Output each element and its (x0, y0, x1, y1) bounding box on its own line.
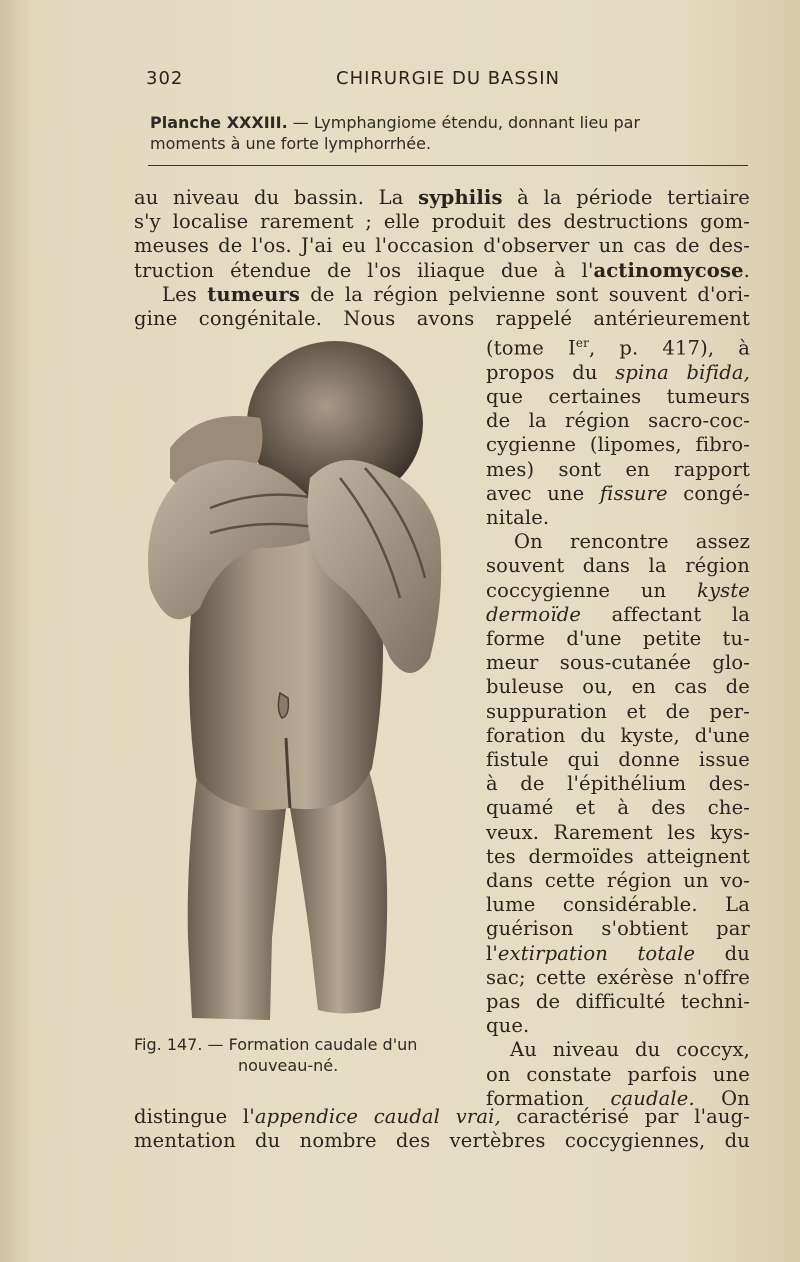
text-line: de la région sacro-coc- (486, 409, 750, 433)
text-line: lume considérable. La (486, 893, 750, 917)
text-line: dans cette région un vo- (486, 868, 750, 892)
text-line: (tome Ier, p. 417), à (486, 336, 750, 360)
text-line: dermoïde affectant la (486, 602, 750, 626)
plate-caption-text: Lymphangiome étendu, donnant lieu par (313, 113, 641, 132)
text-line: gine congénitale. Nous avons rappelé antérieurement (134, 307, 750, 331)
text-line: cygienne (lipomes, fibro- (486, 433, 750, 457)
plate-caption-line-1 (150, 112, 754, 133)
plate-caption (150, 112, 754, 154)
text-line: Au niveau du coccyx, (510, 1038, 750, 1062)
text-line: distingue l'appendice caudal vrai, caractérisé par l'aug- (134, 1105, 750, 1128)
text-line: mentation du nombre des vertèbres coccygiennes, du (134, 1129, 750, 1153)
page-number: 302 (146, 68, 184, 89)
horizontal-rule (148, 165, 748, 166)
running-title: CHIRURGIE DU BASSIN (336, 68, 560, 89)
text-line: à de l'épithélium des- (486, 772, 750, 796)
figure-caption-line-1: Fig. 147. — Formation caudale d'un (134, 1035, 418, 1054)
keyword-syphilis: syphilis (418, 186, 503, 209)
text-line: souvent dans la région (486, 554, 750, 578)
text-line: guérison s'obtient par (486, 917, 750, 941)
text-line: fistule qui donne issue (486, 747, 750, 771)
plate-dash: — (287, 113, 314, 132)
text-column (486, 331, 750, 1111)
text-line: forme d'une petite tu- (486, 626, 750, 650)
text-line: meuses de l'os. J'ai eu l'occasion d'observer un cas de des- (134, 234, 750, 258)
text-line: l'extirpation totale du (486, 941, 750, 965)
text-line: quamé et à des che- (486, 796, 750, 820)
plate-caption-line-2: moments à une forte lymphorrhée. (150, 134, 432, 153)
text-line: pas de difficulté techni- (486, 989, 750, 1013)
text-line: sac; cette exérèse n'offre (486, 965, 750, 989)
text-line: coccygienne un kyste (486, 578, 750, 602)
text-line: truction étendue de l'os iliaque due à l'actinomycose. (134, 258, 750, 282)
figure-caption (134, 1034, 464, 1076)
text-line: tes dermoïdes atteignent (486, 844, 750, 868)
paragraph-bottom (134, 1105, 750, 1153)
text-line: nitale. (486, 505, 550, 529)
text-line: avec une fissure congé- (486, 481, 750, 505)
text-line: veux. Rarement les kys- (486, 820, 750, 844)
text-line: buleuse ou, en cas de (486, 675, 750, 699)
figure-photograph (140, 338, 470, 1028)
text-line: formation caudale. On (486, 1086, 750, 1110)
text-line: mes) sont en rapport (486, 457, 750, 481)
text-line: On rencontre assez (514, 530, 750, 554)
paragraph-top (134, 186, 750, 331)
figure-caption-line-2: nouveau-né. (238, 1056, 339, 1075)
text-line: on constate parfois une (486, 1062, 750, 1086)
text-line: que certaines tumeurs (486, 384, 750, 408)
text-line: meur sous-cutanée glo- (486, 651, 750, 675)
text-line: que. (486, 1014, 530, 1038)
text-line: s'y localise rarement ; elle produit des destructions gom- (134, 210, 750, 234)
text-line: propos du spina bifida, (486, 360, 750, 384)
plate-reference: Planche XXXIII. (150, 113, 288, 132)
text-line: Les tumeurs de la région pelvienne sont souvent d'ori- (162, 282, 751, 306)
text-line: suppuration et de per- (486, 699, 750, 723)
page-header (0, 68, 800, 94)
text-line: au niveau du bassin. La syphilis à la période tertiaire (134, 186, 750, 209)
text-line: foration du kyste, d'une (486, 723, 750, 747)
newborn-photo (140, 338, 470, 1028)
keyword-tumeurs: tumeurs (207, 282, 300, 306)
keyword-actinomycose: actinomycose (593, 258, 744, 282)
